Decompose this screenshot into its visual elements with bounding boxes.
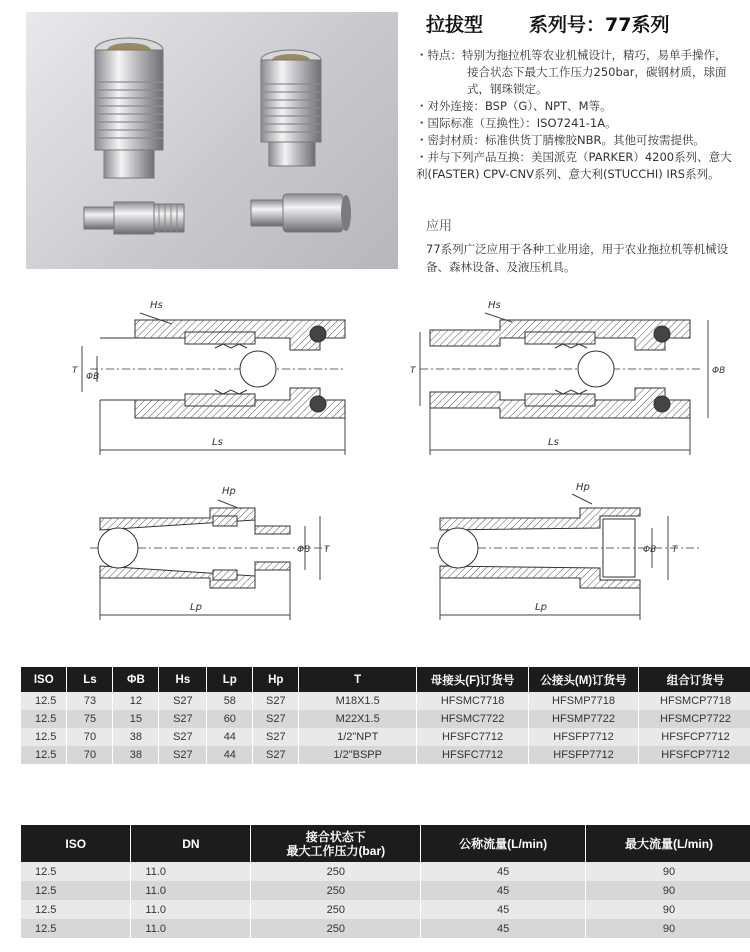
cell: 73 [67, 692, 113, 710]
feature-line: ・特点：特别为拖拉机等农业机械设计，精巧，易单手操作， [416, 48, 727, 62]
col-dn: DN [131, 825, 251, 862]
cell: S27 [159, 728, 207, 746]
cell: 90 [586, 900, 750, 919]
col-female-order: 母接头(F)订货号 [417, 667, 529, 692]
female-coupler-right [261, 50, 321, 166]
cell: S27 [253, 692, 299, 710]
cell: 12.5 [21, 692, 67, 710]
cell: HFSFC7712 [417, 746, 529, 764]
series-number: 系列号：77系列 [529, 14, 670, 36]
b-label-right: ΦB [712, 366, 726, 376]
t-label-left: T [72, 366, 78, 376]
feature-line: 利(FASTER) CPV-CNV系列、意大利(STUCCHI) IRS系列。 [416, 167, 720, 181]
col-iso: ISO [21, 825, 131, 862]
cell: 12.5 [21, 862, 131, 881]
ls-label-right: Ls [548, 437, 559, 448]
b-label-male-right: ΦB [643, 545, 657, 555]
ls-label-left: Ls [212, 437, 223, 448]
col-b: ΦB [113, 667, 159, 692]
cell: M22X1.5 [299, 710, 417, 728]
female-coupler-drawing-left [90, 320, 345, 418]
cell: 11.0 [131, 862, 251, 881]
hs-label-right: Hs [488, 300, 501, 311]
t-label-male-left: T [324, 545, 330, 555]
feature-list [416, 47, 746, 183]
hp-label-right: Hp [576, 482, 590, 493]
cell: 12 [113, 692, 159, 710]
table-row [21, 692, 750, 710]
cell: 250 [251, 900, 421, 919]
col-iso: ISO [21, 667, 67, 692]
cell: 11.0 [131, 881, 251, 900]
hp-label-left: Hp [222, 486, 236, 497]
cell: 45 [421, 919, 586, 938]
col-male-order: 公接头(M)订货号 [529, 667, 639, 692]
cell: 90 [586, 881, 750, 900]
application-text: 77系列广泛应用于各种工业用途，用于农业拖拉机等机械设备、森林设备、及液压机具。 [426, 242, 729, 274]
cell: 12.5 [21, 919, 131, 938]
col-max-flow: 最大流量(L/min) [586, 825, 750, 862]
cell: 60 [207, 710, 253, 728]
flow-table-header [21, 825, 750, 862]
cell: M18X1.5 [299, 692, 417, 710]
b-label-male-left: ΦB [297, 545, 311, 555]
application-heading: 应用 [426, 219, 453, 234]
male-plug-left [84, 202, 184, 234]
col-max-pressure [251, 825, 421, 862]
table-row [21, 900, 750, 919]
table-row [21, 728, 750, 746]
t-label-male-right: T [672, 545, 678, 555]
feature-line: ・对外连接：BSP（G）、NPT、M等。 [416, 99, 612, 113]
cell: 250 [251, 881, 421, 900]
lp-label-right: Lp [535, 602, 547, 613]
table-row [21, 710, 750, 728]
col-hs: Hs [159, 667, 207, 692]
cell: 12.5 [21, 728, 67, 746]
hs-label-left: Hs [150, 300, 163, 311]
header-line: 最大工作压力(bar) [286, 843, 386, 858]
cell: HFSMCP7722 [638, 710, 750, 728]
cell: S27 [253, 710, 299, 728]
table-row [21, 862, 750, 881]
cell: 45 [421, 862, 586, 881]
product-photo [26, 12, 398, 269]
cell: S27 [159, 710, 207, 728]
product-type: 拉拔型 [426, 14, 484, 36]
spec-table-header [21, 667, 750, 692]
cell: S27 [253, 746, 299, 764]
cell: 90 [586, 919, 750, 938]
female-coupler-left [95, 38, 163, 178]
cell: HFSFC7712 [417, 728, 529, 746]
spec-table [21, 667, 750, 764]
cell: 1/2"BSPP [299, 746, 417, 764]
feature-line: 式，钢珠锁定。 [467, 82, 548, 96]
table-row [21, 919, 750, 938]
cell: S27 [159, 692, 207, 710]
male-plug-right [251, 194, 351, 232]
cell: 44 [207, 746, 253, 764]
cell: 58 [207, 692, 253, 710]
cell: 250 [251, 862, 421, 881]
product-title [426, 10, 669, 37]
cell: 70 [67, 728, 113, 746]
cell: HFSMP7722 [529, 710, 639, 728]
cell: 38 [113, 728, 159, 746]
cell: 44 [207, 728, 253, 746]
cell: HFSFCP7712 [638, 746, 750, 764]
cell: 1/2"NPT [299, 728, 417, 746]
cell: 12.5 [21, 900, 131, 919]
male-plug-drawing-left [90, 508, 330, 588]
cell: 11.0 [131, 919, 251, 938]
flow-table [21, 825, 750, 938]
cell: 45 [421, 881, 586, 900]
cell: 12.5 [21, 710, 67, 728]
cell: HFSMC7718 [417, 692, 529, 710]
cell: 90 [586, 862, 750, 881]
cell: S27 [253, 728, 299, 746]
col-t: T [299, 667, 417, 692]
cell: 12.5 [21, 746, 67, 764]
male-plug-drawing-right [430, 508, 700, 588]
feature-line: 接合状态下最大工作压力250bar，碳钢材质，球面 [467, 65, 727, 79]
cell: 38 [113, 746, 159, 764]
technical-drawings [0, 290, 750, 625]
cell: 250 [251, 919, 421, 938]
header-line: 接合状态下 [305, 829, 366, 844]
cell: 70 [67, 746, 113, 764]
feature-line: ・密封材质：标准供货丁腈橡胶NBR。其他可按需提供。 [416, 133, 705, 147]
cell: HFSMC7722 [417, 710, 529, 728]
table-row [21, 746, 750, 764]
coupling-photo-illustration [26, 12, 398, 269]
cell: HFSFP7712 [529, 728, 639, 746]
col-combo-order: 组合订货号 [638, 667, 750, 692]
col-lp: Lp [207, 667, 253, 692]
feature-line: ・并与下列产品互换：美国派克（PARKER）4200系列、意大 [416, 150, 732, 164]
cell: 75 [67, 710, 113, 728]
col-nominal-flow: 公称流量(L/min) [421, 825, 586, 862]
b-label-left: ΦB [86, 372, 100, 382]
female-coupler-drawing-right [420, 320, 700, 418]
cell: 15 [113, 710, 159, 728]
cell: HFSMCP7718 [638, 692, 750, 710]
cell: S27 [159, 746, 207, 764]
col-hp: Hp [253, 667, 299, 692]
col-ls: Ls [67, 667, 113, 692]
cell: 45 [421, 900, 586, 919]
cell: HFSFP7712 [529, 746, 639, 764]
table-row [21, 881, 750, 900]
cell: 12.5 [21, 881, 131, 900]
feature-line: ・国际标准（互换性）：ISO7241-1A。 [416, 116, 617, 130]
lp-label-left: Lp [190, 602, 202, 613]
cell: HFSMP7718 [529, 692, 639, 710]
t-label-right: T [410, 366, 416, 376]
cell: 11.0 [131, 900, 251, 919]
cell: HFSFCP7712 [638, 728, 750, 746]
